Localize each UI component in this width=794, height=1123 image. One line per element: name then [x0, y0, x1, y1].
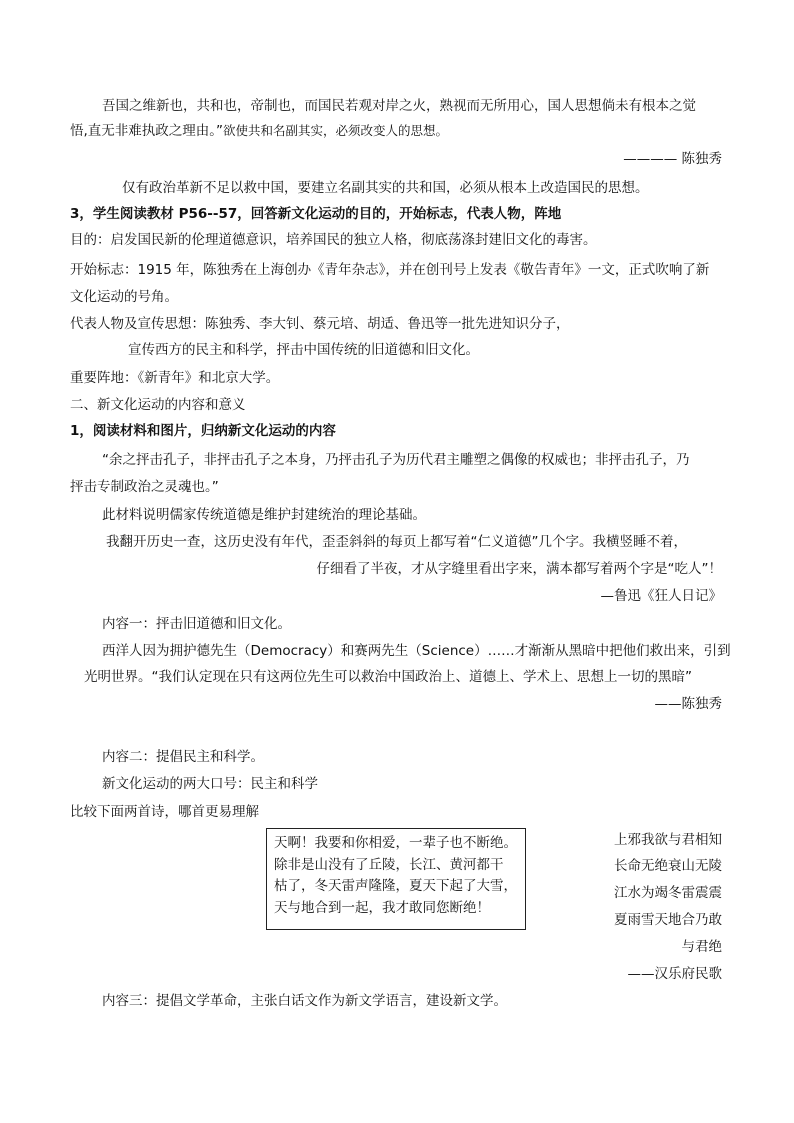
representatives-text: 代表人物及宣传思想：陈独秀、李大钊、蔡元培、胡适、鲁迅等一批先进知识分子，: [70, 316, 570, 332]
question-3: [70, 205, 561, 223]
classical-poem-line: 与君绝: [681, 939, 722, 955]
slogan-text: 新文化运动的两大口号：民主和科学: [102, 776, 318, 792]
vernacular-poem-line: 枯了，冬天雷声隆隆，夏天下起了大雪，: [274, 878, 517, 894]
luxun-quote-line1: 我翻开历史一查，这历史没有年代，歪歪斜斜的每页上都写着“仁义道德”几个字。我横竖睡不着，: [106, 534, 687, 550]
luxun-signature: —鲁迅《狂人日记》: [600, 588, 722, 604]
vernacular-poem-line: 天啊！我要和你相爱，一辈子也不断绝。: [274, 835, 517, 851]
west-quote-line2: 光明世界。“我们认定现在只有这两位先生可以救治中国政治上、道德上、学术上、思想上一切的黑暗”: [84, 669, 692, 685]
classical-poem-line: 江水为竭冬雷震震: [614, 885, 722, 901]
vernacular-poem-line: 天与地合到一起，我才敢同您断绝！: [274, 899, 490, 916]
content-1: 内容一：抨击旧道德和旧文化。: [102, 616, 291, 632]
confucius-quote-line1: “余之抨击孔子，非抨击孔子之本身，乃抨击孔子为历代君主雕塑之偶像的权威也；非抨击孔子，乃: [102, 452, 690, 468]
quote-chen-line2-tail: 欲使共和名副其实，必须改变人的思想。: [223, 123, 449, 138]
luxun-quote-line2: 仔细看了半夜，才从字缝里看出字来，满本都写着两个字是“吃人”！: [316, 561, 722, 577]
signature-chen-duxiu-2: ——陈独秀: [654, 696, 722, 712]
classical-poem-line: 上邪我欲与君相知: [614, 832, 722, 848]
classical-poem-line: 长命无绝衰山无陵: [614, 858, 722, 874]
purpose-text: 目的：启发国民新的伦理道德意识，培养国民的独立人格，彻底荡涤封建旧文化的毒害。: [70, 232, 597, 248]
start-marker-line2: 文化运动的号角。: [70, 289, 178, 305]
quote-chen-line2-main: 悟,直无非难执政之理由。”: [70, 123, 224, 139]
vernacular-poem-line: 除非是山没有了丘陵，长江、黄河都干: [274, 856, 504, 873]
classical-poem-signature: ——汉乐府民歌: [627, 966, 722, 982]
material-explanation: 此材料说明儒家传统道德是维护封建统治的理论基础。: [102, 507, 426, 523]
question-1-text: 1，阅读材料和图片，归纳新文化运动的内容: [70, 423, 336, 439]
west-quote-line1: 西洋人因为拥护德先生（Democracy）和赛两先生（Science）……才渐渐从黑暗中把他们救出来，引到: [102, 643, 731, 659]
content-3: 内容三：提倡文学革命，主张白话文作为新文学语言，建设新文学。: [102, 993, 507, 1009]
quote-chen-line1: 吾国之维新也，共和也，帝制也，而国民若观对岸之火，熟视而无所用心，国人思想倘未有根本之觉: [102, 98, 696, 114]
vernacular-poem-box: [266, 828, 526, 930]
question-1: [70, 422, 336, 440]
confucius-quote-line2: 抨击专制政治之灵魂也。”: [70, 479, 219, 495]
classical-poem-line: 夏雨雪天地合乃敢: [614, 912, 722, 928]
section-2-heading: 二、新文化运动的内容和意义: [70, 397, 246, 413]
quote-chen-line2: [70, 122, 448, 140]
start-marker-line1: 开始标志：1915 年，陈独秀在上海创办《青年杂志》，并在创刊号上发表《敬告青年》一文，正式吹响了新: [70, 262, 710, 278]
content-2: 内容二：提倡民主和科学。: [102, 749, 264, 765]
main-base-text: 重要阵地：《新青年》和北京大学。: [70, 370, 280, 386]
question-3-text: 3，学生阅读教材 P56--57，回答新文化运动的目的，开始标志，代表人物，阵地: [70, 206, 562, 222]
representatives-ideas: 宣传西方的民主和科学，抨击中国传统的旧道德和旧文化。: [128, 342, 479, 358]
reform-statement: 仅有政治革新不足以救中国，要建立名副其实的共和国，必须从根本上改造国民的思想。: [122, 180, 649, 196]
compare-poems-prompt: 比较下面两首诗，哪首更易理解: [70, 804, 259, 820]
signature-chen-duxiu: ———— 陈独秀: [623, 151, 722, 167]
